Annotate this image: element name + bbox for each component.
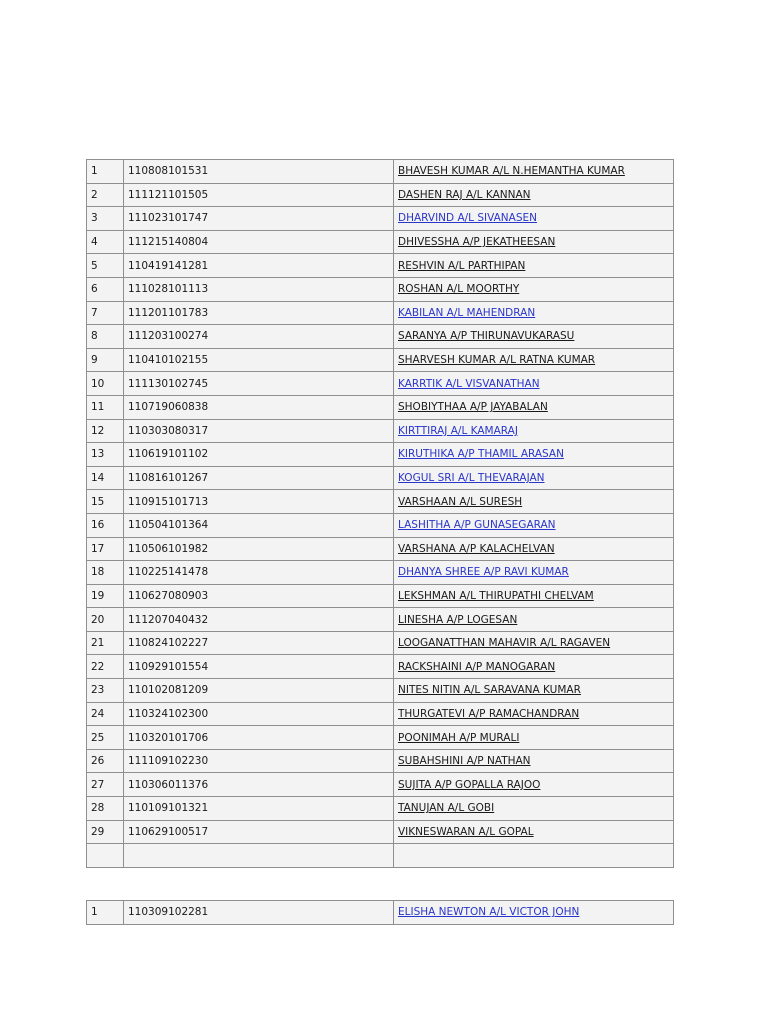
table-row	[87, 584, 674, 608]
student-name: RACKSHAINI A/P MANOGARAN	[398, 660, 556, 673]
row-number: 2	[87, 183, 124, 207]
table-row	[87, 160, 674, 184]
student-id: 110102081209	[124, 679, 394, 703]
student-id: 110419141281	[124, 254, 394, 278]
student-name-link[interactable]: KOGUL SRI A/L THEVARAJAN	[398, 472, 545, 485]
student-name: DHIVESSHA A/P JEKATHEESAN	[398, 236, 556, 249]
student-name-cell	[394, 230, 674, 254]
table-row	[87, 655, 674, 679]
table-row	[87, 844, 674, 868]
row-number: 15	[87, 490, 124, 514]
row-number: 29	[87, 820, 124, 844]
student-name: ROSHAN A/L MOORTHY	[398, 283, 520, 296]
table-row	[87, 537, 674, 561]
row-number: 7	[87, 301, 124, 325]
student-name: DASHEN RAJ A/L KANNAN	[398, 188, 531, 201]
student-id: 111201101783	[124, 301, 394, 325]
row-number: 26	[87, 749, 124, 773]
student-id: 110303080317	[124, 419, 394, 443]
student-id: 111203100274	[124, 325, 394, 349]
student-id: 110719060838	[124, 395, 394, 419]
student-id: 110824102227	[124, 631, 394, 655]
student-id: 111023101747	[124, 207, 394, 231]
student-id: 110306011376	[124, 773, 394, 797]
table-row	[87, 901, 674, 925]
student-id: 110504101364	[124, 513, 394, 537]
row-number: 14	[87, 466, 124, 490]
row-number: 25	[87, 726, 124, 750]
row-number: 22	[87, 655, 124, 679]
student-id: 110816101267	[124, 466, 394, 490]
student-name-link[interactable]: LASHITHA A/P GUNASEGARAN	[398, 519, 556, 532]
student-name-cell	[394, 679, 674, 703]
row-number: 28	[87, 797, 124, 821]
table-row	[87, 466, 674, 490]
student-name: SARANYA A/P THIRUNAVUKARASU	[398, 330, 575, 343]
student-id: 110619101102	[124, 443, 394, 467]
student-name: VARSHANA A/P KALACHELVAN	[398, 542, 555, 555]
student-name-cell	[394, 844, 674, 868]
table-row	[87, 395, 674, 419]
row-number: 3	[87, 207, 124, 231]
student-id	[124, 844, 394, 868]
student-id: 110309102281	[124, 901, 394, 925]
student-name-cell	[394, 395, 674, 419]
row-number: 4	[87, 230, 124, 254]
student-name-cell	[394, 277, 674, 301]
student-name-cell	[394, 608, 674, 632]
student-id: 110915101713	[124, 490, 394, 514]
student-table-2	[86, 900, 674, 925]
row-number: 17	[87, 537, 124, 561]
table-row	[87, 513, 674, 537]
student-name: LINESHA A/P LOGESAN	[398, 613, 518, 626]
student-id: 110808101531	[124, 160, 394, 184]
student-name-cell	[394, 325, 674, 349]
student-name: SUJITA A/P GOPALLA RAJOO	[398, 778, 541, 791]
student-name-cell	[394, 749, 674, 773]
row-number: 9	[87, 348, 124, 372]
student-name-cell	[394, 466, 674, 490]
row-number: 11	[87, 395, 124, 419]
row-number: 8	[87, 325, 124, 349]
table-row	[87, 230, 674, 254]
table-row	[87, 254, 674, 278]
student-name-cell	[394, 820, 674, 844]
student-name-cell	[394, 419, 674, 443]
student-id: 110225141478	[124, 561, 394, 585]
student-name-cell	[394, 490, 674, 514]
table-row	[87, 490, 674, 514]
student-name-cell	[394, 584, 674, 608]
student-id: 110109101321	[124, 797, 394, 821]
student-name: RESHVIN A/L PARTHIPAN	[398, 259, 526, 272]
row-number: 20	[87, 608, 124, 632]
table-row	[87, 561, 674, 585]
student-id: 110324102300	[124, 702, 394, 726]
student-name: LEKSHMAN A/L THIRUPATHI CHELVAM	[398, 589, 594, 602]
table-row	[87, 325, 674, 349]
student-id: 111215140804	[124, 230, 394, 254]
student-id: 111028101113	[124, 277, 394, 301]
student-name-cell	[394, 702, 674, 726]
student-name: TANUJAN A/L GOBI	[398, 802, 495, 815]
table-row	[87, 348, 674, 372]
student-id: 111130102745	[124, 372, 394, 396]
row-number: 1	[87, 901, 124, 925]
row-number: 27	[87, 773, 124, 797]
table-row	[87, 749, 674, 773]
student-name-cell	[394, 372, 674, 396]
row-number: 23	[87, 679, 124, 703]
student-name: VARSHAAN A/L SURESH	[398, 495, 523, 508]
student-name-cell	[394, 160, 674, 184]
student-name-link[interactable]: DHARVIND A/L SIVANASEN	[398, 212, 537, 225]
student-id: 110629100517	[124, 820, 394, 844]
student-name-cell	[394, 655, 674, 679]
row-number: 6	[87, 277, 124, 301]
student-name-cell	[394, 301, 674, 325]
student-name-cell	[394, 726, 674, 750]
table-row	[87, 419, 674, 443]
row-number: 16	[87, 513, 124, 537]
student-name-cell	[394, 773, 674, 797]
table-row	[87, 608, 674, 632]
table-row	[87, 301, 674, 325]
student-name-cell	[394, 348, 674, 372]
student-table-1	[86, 159, 674, 868]
student-id: 111207040432	[124, 608, 394, 632]
student-name-cell	[394, 631, 674, 655]
student-name-link[interactable]: KIRUTHIKA A/P THAMIL ARASAN	[398, 448, 564, 461]
table-row	[87, 631, 674, 655]
student-name: SUBAHSHINI A/P NATHAN	[398, 755, 531, 768]
row-number: 24	[87, 702, 124, 726]
student-name-link[interactable]: DHANYA SHREE A/P RAVI KUMAR	[398, 566, 569, 579]
student-name-link[interactable]: KABILAN A/L MAHENDRAN	[398, 306, 536, 319]
student-name-cell	[394, 561, 674, 585]
student-name-link[interactable]: KIRTTIRAJ A/L KAMARAJ	[398, 424, 518, 437]
student-name: SHOBIYTHAA A/P JAYABALAN	[398, 401, 548, 414]
row-number: 5	[87, 254, 124, 278]
table-row	[87, 372, 674, 396]
student-id: 110320101706	[124, 726, 394, 750]
student-name-cell	[394, 254, 674, 278]
row-number: 13	[87, 443, 124, 467]
row-number: 21	[87, 631, 124, 655]
table-row	[87, 773, 674, 797]
table-row	[87, 797, 674, 821]
table-row	[87, 207, 674, 231]
student-id: 110627080903	[124, 584, 394, 608]
student-name: THURGATEVI A/P RAMACHANDRAN	[398, 707, 580, 720]
row-number: 10	[87, 372, 124, 396]
student-id: 110929101554	[124, 655, 394, 679]
student-name: LOOGANATTHAN MAHAVIR A/L RAGAVEN	[398, 637, 611, 650]
student-name-cell	[394, 443, 674, 467]
student-name-link[interactable]: ELISHA NEWTON A/L VICTOR JOHN	[398, 906, 580, 919]
table-row	[87, 820, 674, 844]
student-name: VIKNESWARAN A/L GOPAL	[398, 825, 534, 838]
table-row	[87, 726, 674, 750]
student-id: 110506101982	[124, 537, 394, 561]
student-name-cell	[394, 901, 674, 925]
student-id: 111121101505	[124, 183, 394, 207]
row-number: 12	[87, 419, 124, 443]
student-name-link[interactable]: KARRTIK A/L VISVANATHAN	[398, 377, 540, 390]
table-row	[87, 702, 674, 726]
row-number: 19	[87, 584, 124, 608]
table-row	[87, 277, 674, 301]
row-number: 1	[87, 160, 124, 184]
student-name-cell	[394, 207, 674, 231]
table-row	[87, 679, 674, 703]
student-name: NITES NITIN A/L SARAVANA KUMAR	[398, 684, 581, 697]
student-name-cell	[394, 513, 674, 537]
student-name-cell	[394, 183, 674, 207]
student-name: SHARVESH KUMAR A/L RATNA KUMAR	[398, 354, 596, 367]
student-id: 110410102155	[124, 348, 394, 372]
table-row	[87, 443, 674, 467]
student-name-cell	[394, 537, 674, 561]
table-row	[87, 183, 674, 207]
student-id: 111109102230	[124, 749, 394, 773]
row-number: 18	[87, 561, 124, 585]
student-name-cell	[394, 797, 674, 821]
row-number	[87, 844, 124, 868]
student-name: POONIMAH A/P MURALI	[398, 731, 520, 744]
student-name: BHAVESH KUMAR A/L N.HEMANTHA KUMAR	[398, 165, 625, 178]
